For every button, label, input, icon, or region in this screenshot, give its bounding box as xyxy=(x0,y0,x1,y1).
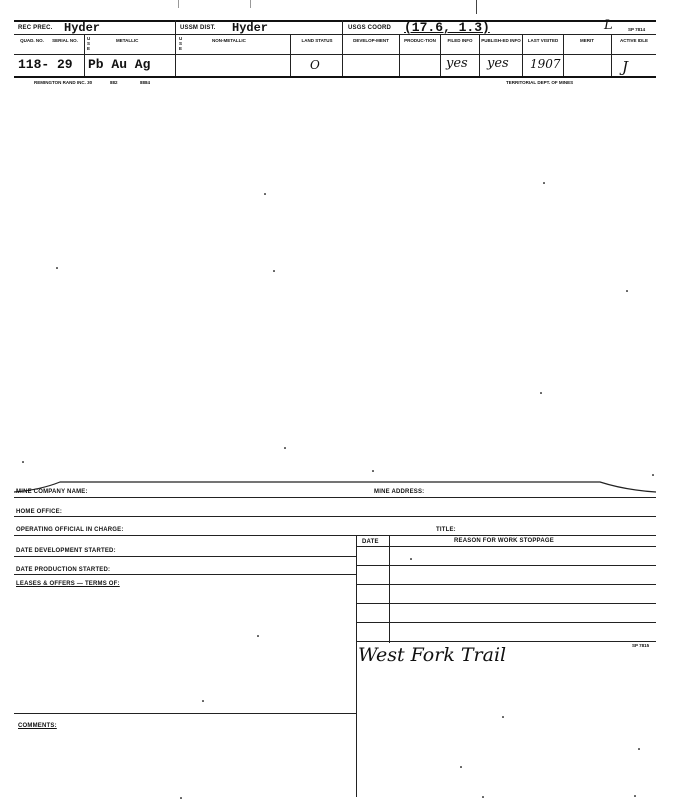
speck xyxy=(543,182,545,184)
record-quad-serial: 118- 29 xyxy=(18,57,73,72)
col-filed-info: FILED INFO xyxy=(447,38,473,43)
usgs-coord-value: (17.6, 1.3) xyxy=(404,20,490,35)
record-land-status: O xyxy=(310,58,320,72)
record-published-info: yes xyxy=(487,56,509,71)
col-serial-no: SERIAL NO. xyxy=(52,38,78,43)
rule xyxy=(14,713,356,714)
col-published-info: PUBLISH-ED INFO xyxy=(481,38,521,43)
speck xyxy=(540,392,542,394)
mine-company-name-label: MINE COMPANY NAME: xyxy=(16,489,88,495)
speck xyxy=(634,795,636,797)
record-bottom-rule xyxy=(14,76,656,78)
divider xyxy=(290,34,291,76)
col-development: DEVELOP-MENT xyxy=(353,38,389,43)
date-prod-started-label: DATE PRODUCTION STARTED: xyxy=(16,567,111,573)
top-tick-1 xyxy=(178,0,179,8)
rule xyxy=(356,622,656,623)
rule xyxy=(14,574,356,575)
col-use-1: U S E xyxy=(87,36,91,51)
speck xyxy=(56,267,58,269)
date-dev-started-label: DATE DEVELOPMENT STARTED: xyxy=(16,548,116,554)
top-tick-2 xyxy=(250,0,251,8)
col-active-idle: ACTIVE IDLE xyxy=(619,38,648,43)
rule xyxy=(356,565,656,566)
divider xyxy=(611,34,612,76)
header-row-rule xyxy=(14,34,656,35)
corner-mark: L xyxy=(604,18,613,33)
rec-prec-label: REC PREC. xyxy=(18,25,53,31)
rule xyxy=(14,556,356,557)
comments-label: COMMENTS: xyxy=(18,723,57,729)
speck xyxy=(638,748,640,750)
col-metallic: METALLIC xyxy=(116,38,139,43)
dept-name: TERRITORIAL DEPT. OF MINES xyxy=(506,80,574,85)
speck xyxy=(264,193,266,195)
rule xyxy=(356,546,656,547)
reason-col-header: REASON FOR WORK STOPPAGE xyxy=(454,538,554,544)
header-top-rule xyxy=(14,20,656,22)
speck xyxy=(202,700,204,702)
printer-code-2: 8884 xyxy=(140,80,151,85)
title-label: TITLE: xyxy=(436,527,456,533)
divider xyxy=(563,34,564,76)
rule xyxy=(356,603,656,604)
speck xyxy=(180,797,182,799)
mine-address-label: MINE ADDRESS: xyxy=(374,489,425,495)
speck xyxy=(410,558,412,560)
col-production: PRODUC-TION xyxy=(404,38,436,43)
rule xyxy=(14,535,656,536)
speck xyxy=(22,461,24,463)
operating-official-label: OPERATING OFFICIAL IN CHARGE: xyxy=(16,527,124,533)
record-last-visited: 1907 xyxy=(530,57,561,71)
speck xyxy=(284,447,286,449)
speck xyxy=(257,635,259,637)
rule xyxy=(356,641,656,642)
col-non-metallic: NON-METALLIC xyxy=(212,38,246,43)
record-row-rule xyxy=(14,54,656,55)
divider xyxy=(175,20,176,76)
rec-prec-value: Hyder xyxy=(64,21,101,35)
divider xyxy=(522,34,523,76)
leases-offers-label: LEASES & OFFERS — TERMS OF: xyxy=(16,581,120,587)
rule xyxy=(356,584,656,585)
date-col-header: DATE xyxy=(362,539,379,545)
speck xyxy=(626,290,628,292)
divider xyxy=(342,20,343,76)
date-col-divider xyxy=(389,535,390,643)
col-merit: MERIT xyxy=(580,38,594,43)
top-tick-3 xyxy=(476,0,477,14)
usgs-coord-label: USGS COORD xyxy=(348,25,392,31)
col-land-status: LAND STATUS xyxy=(301,38,333,43)
col-last-visited: LAST VISITED xyxy=(527,38,559,43)
divider xyxy=(399,34,400,76)
ussm-dist-value: Hyder xyxy=(232,21,269,35)
divider xyxy=(479,34,480,76)
card-tab-outline xyxy=(0,474,678,494)
record-active-idle: J xyxy=(622,58,629,76)
speck xyxy=(482,796,484,798)
rule xyxy=(14,516,656,517)
divider xyxy=(84,34,85,76)
lower-divider xyxy=(356,643,357,797)
col-use-2: U S E xyxy=(179,36,183,51)
col-quad-no: QUAD. NO. xyxy=(20,38,44,43)
speck xyxy=(372,470,374,472)
divider xyxy=(440,34,441,76)
speck xyxy=(502,716,504,718)
printer-name: REMINGTON RAND INC. 30 xyxy=(34,80,93,85)
table-left-edge xyxy=(356,535,357,643)
rule xyxy=(14,497,656,498)
home-office-label: HOME OFFICE: xyxy=(16,509,63,515)
ussm-dist-label: USSM DIST. xyxy=(180,25,216,31)
form-number-top: SP 7814 xyxy=(628,27,646,32)
handwritten-note: West Fork Trail xyxy=(358,644,507,666)
printer-code-1: 882 xyxy=(110,80,118,85)
form-number-bottom: SP 7815 xyxy=(632,643,650,648)
speck xyxy=(460,766,462,768)
speck xyxy=(273,270,275,272)
record-metallic: Pb Au Ag xyxy=(88,57,151,72)
record-filed-info: yes xyxy=(446,56,468,71)
